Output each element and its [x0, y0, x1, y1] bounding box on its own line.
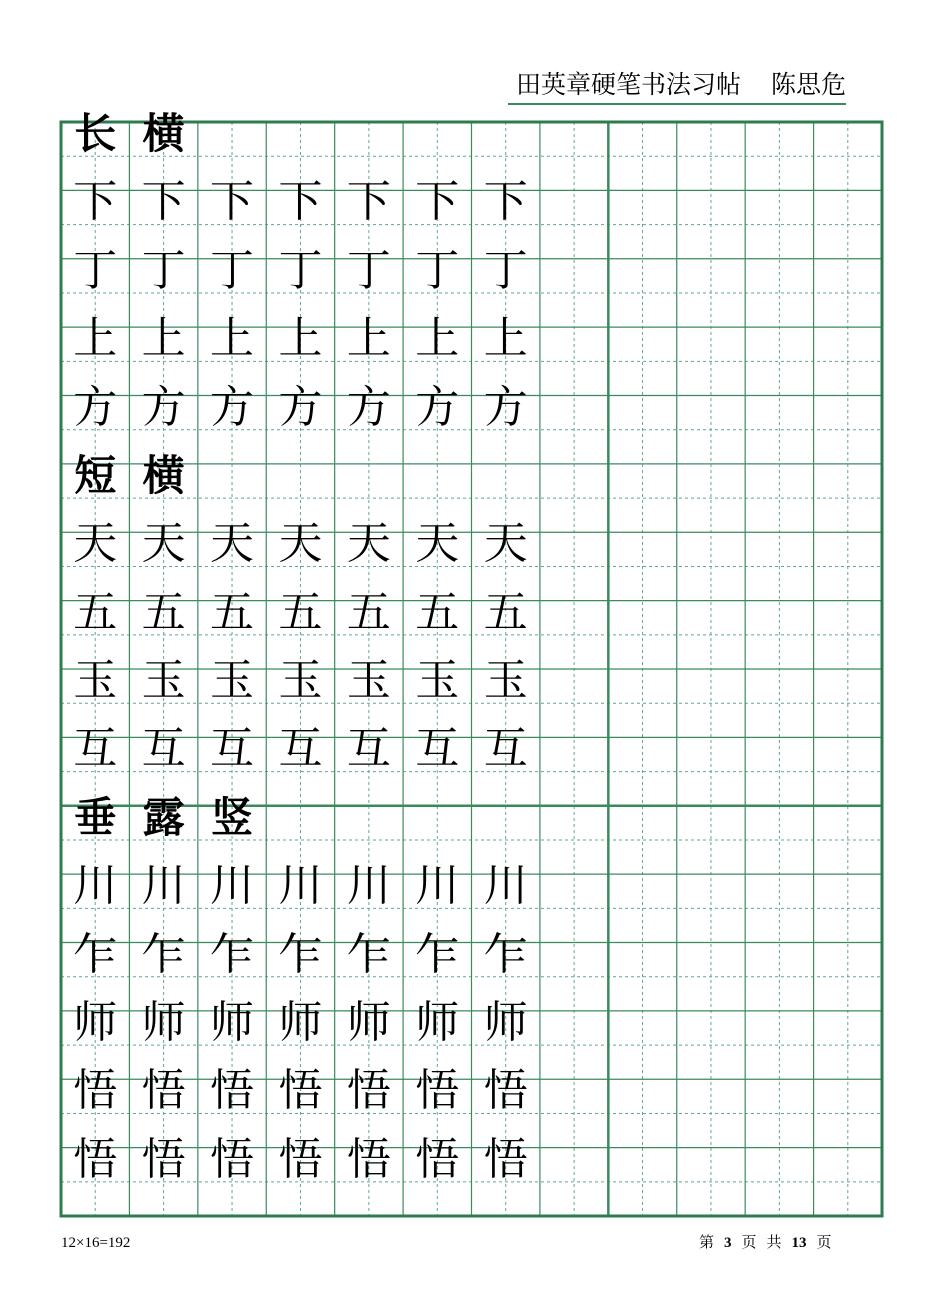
practice-char: 丁 — [346, 244, 391, 296]
practice-char: 下 — [141, 176, 186, 228]
practice-char: 悟 — [210, 1065, 255, 1117]
practice-char: 玉 — [346, 655, 391, 706]
total-pages: 13 — [791, 1235, 807, 1251]
practice-char: 乍 — [415, 928, 460, 980]
practice-char: 玉 — [415, 655, 460, 706]
practice-row — [61, 715, 882, 783]
practice-char: 川 — [210, 860, 255, 912]
practice-char: 上 — [415, 313, 460, 365]
practice-char: 方 — [210, 381, 255, 433]
practice-char: 互 — [73, 723, 118, 775]
heading-row — [61, 100, 882, 168]
practice-char: 悟 — [73, 1065, 118, 1117]
practice-char: 天 — [73, 518, 118, 570]
practice-row — [61, 1126, 882, 1194]
practice-char: 乍 — [483, 928, 528, 980]
practice-char: 方 — [278, 381, 323, 433]
practice-char: 上 — [483, 313, 528, 365]
practice-char: 师 — [141, 996, 186, 1048]
practice-char: 下 — [210, 176, 255, 228]
page-label-after: 页 — [816, 1235, 832, 1251]
practice-char: 下 — [346, 176, 391, 228]
practice-char: 五 — [483, 586, 528, 638]
practice-char: 五 — [278, 586, 323, 638]
heading-char: 横 — [142, 450, 185, 500]
practice-char: 丁 — [73, 244, 118, 296]
practice-char: 五 — [346, 586, 391, 638]
practice-char: 师 — [483, 996, 528, 1048]
grid-info: 12×16=192 — [61, 1235, 131, 1251]
practice-char: 悟 — [141, 1133, 186, 1185]
practice-row — [61, 852, 882, 920]
practice-char: 悟 — [278, 1133, 323, 1185]
practice-char: 悟 — [483, 1065, 528, 1117]
practice-char: 互 — [278, 723, 323, 775]
practice-char: 师 — [210, 996, 255, 1048]
practice-char: 川 — [73, 860, 118, 912]
heading-char: 横 — [142, 109, 185, 158]
practice-char: 天 — [278, 518, 323, 570]
practice-row — [61, 374, 882, 442]
practice-char: 五 — [415, 586, 460, 638]
practice-char: 川 — [483, 860, 528, 912]
practice-row — [61, 1057, 882, 1125]
practice-row — [61, 237, 882, 305]
heading-char: 露 — [142, 792, 185, 842]
practice-char: 方 — [346, 381, 391, 433]
practice-row — [61, 510, 882, 578]
practice-char: 五 — [210, 586, 255, 638]
practice-char: 互 — [415, 723, 460, 775]
practice-char: 乍 — [141, 928, 186, 980]
practice-char: 师 — [73, 996, 118, 1048]
practice-char: 五 — [141, 586, 186, 638]
practice-char: 方 — [141, 381, 186, 433]
practice-char: 丁 — [210, 244, 255, 296]
practice-char: 丁 — [141, 244, 186, 296]
practice-char: 丁 — [278, 244, 323, 296]
practice-char: 玉 — [210, 655, 255, 706]
practice-char: 上 — [278, 313, 323, 365]
page-label-total: 共 — [766, 1235, 782, 1251]
practice-char: 天 — [141, 518, 186, 570]
current-page: 3 — [724, 1235, 732, 1251]
practice-char: 天 — [483, 518, 528, 570]
practice-row — [61, 647, 882, 715]
practice-char: 悟 — [415, 1133, 460, 1185]
practice-char: 下 — [73, 176, 118, 228]
practice-char: 悟 — [73, 1133, 118, 1185]
practice-char: 悟 — [483, 1133, 528, 1185]
practice-char: 悟 — [141, 1065, 186, 1117]
practice-char: 玉 — [483, 655, 528, 706]
heading-row — [61, 442, 882, 510]
practice-row — [61, 579, 882, 647]
practice-char: 下 — [415, 176, 460, 228]
practice-char: 五 — [73, 586, 118, 638]
practice-char: 互 — [210, 723, 255, 775]
practice-char: 悟 — [346, 1065, 391, 1117]
practice-char: 乍 — [346, 928, 391, 980]
practice-char: 川 — [141, 860, 186, 912]
practice-char: 天 — [346, 518, 391, 570]
heading-char: 短 — [74, 450, 117, 500]
practice-char: 悟 — [278, 1065, 323, 1117]
practice-char: 下 — [278, 176, 323, 228]
practice-char: 悟 — [415, 1065, 460, 1117]
practice-row — [61, 989, 882, 1057]
practice-char: 上 — [210, 313, 255, 365]
practice-char: 互 — [483, 723, 528, 775]
page-label-before: 第 — [699, 1235, 715, 1251]
practice-char: 玉 — [141, 655, 186, 706]
practice-char: 川 — [415, 860, 460, 912]
practice-row — [61, 168, 882, 236]
practice-char: 悟 — [346, 1133, 391, 1185]
practice-char: 上 — [73, 313, 118, 365]
page-number — [699, 1233, 832, 1253]
practice-char: 天 — [210, 518, 255, 570]
heading-char: 垂 — [74, 792, 117, 842]
heading-char: 竖 — [211, 792, 254, 842]
header-author: 陈思危 — [770, 70, 846, 99]
practice-char: 互 — [141, 723, 186, 775]
heading-char: 长 — [74, 109, 117, 158]
practice-row — [61, 305, 882, 373]
page-label-mid: 页 — [741, 1235, 757, 1251]
practice-char: 玉 — [73, 655, 118, 706]
practice-char: 师 — [415, 996, 460, 1048]
practice-char: 乍 — [278, 928, 323, 980]
practice-char: 天 — [415, 518, 460, 570]
practice-char: 上 — [346, 313, 391, 365]
practice-char: 师 — [346, 996, 391, 1048]
practice-char: 方 — [483, 381, 528, 433]
practice-row — [61, 921, 882, 989]
practice-char: 丁 — [483, 244, 528, 296]
practice-char: 乍 — [73, 928, 118, 980]
practice-char: 互 — [346, 723, 391, 775]
practice-char: 方 — [415, 381, 460, 433]
practice-char: 方 — [73, 381, 118, 433]
practice-char: 玉 — [278, 655, 323, 706]
practice-char: 悟 — [210, 1133, 255, 1185]
practice-char: 乍 — [210, 928, 255, 980]
heading-row — [61, 784, 882, 852]
practice-char: 上 — [141, 313, 186, 365]
practice-char: 下 — [483, 176, 528, 228]
practice-char: 川 — [278, 860, 323, 912]
practice-char: 丁 — [415, 244, 460, 296]
header-title: 田英章硬笔书法习帖 — [515, 70, 741, 99]
practice-char: 师 — [278, 996, 323, 1048]
practice-char: 川 — [346, 860, 391, 912]
